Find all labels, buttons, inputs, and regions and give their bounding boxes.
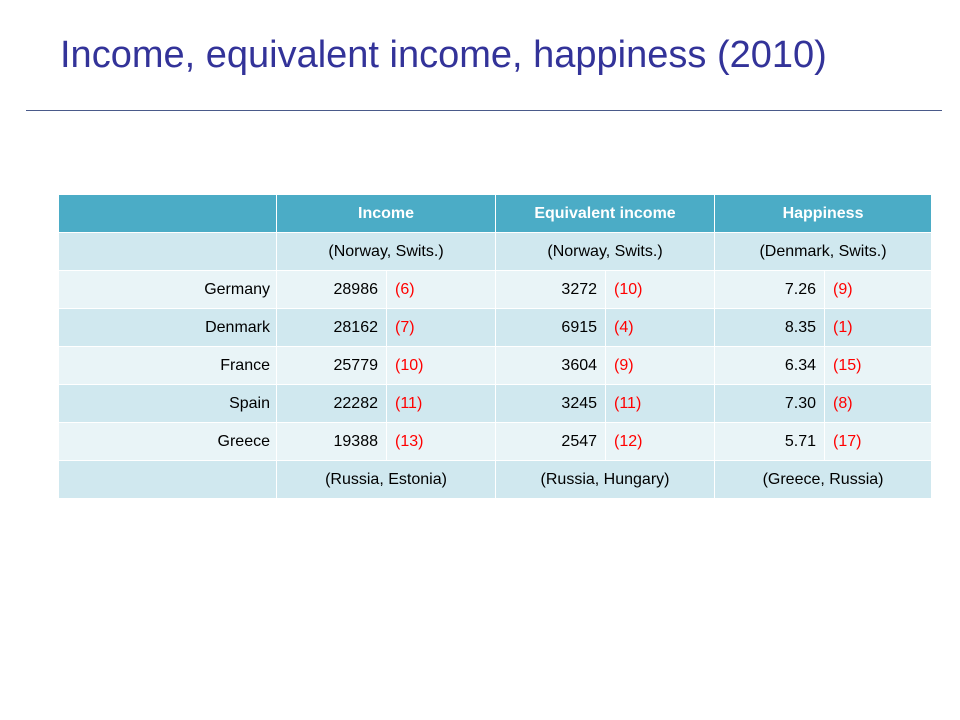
table-row	[59, 423, 932, 461]
income-rank: (7)	[387, 309, 496, 347]
income-rank: (13)	[387, 423, 496, 461]
equiv-income-rank: (10)	[606, 271, 715, 309]
happiness-value: 5.71	[715, 423, 825, 461]
income-value: 28162	[277, 309, 387, 347]
country-name: Denmark	[59, 309, 277, 347]
equiv-income-value: 3272	[496, 271, 606, 309]
table-row	[59, 385, 932, 423]
happiness-value: 6.34	[715, 347, 825, 385]
equiv-income-rank: (12)	[606, 423, 715, 461]
income-rank: (11)	[387, 385, 496, 423]
happiness-rank: (15)	[825, 347, 932, 385]
bottom-happiness-countries: (Greece, Russia)	[715, 461, 932, 499]
equiv-income-value: 6915	[496, 309, 606, 347]
header-equivalent-income: Equivalent income	[496, 195, 715, 233]
country-name: Germany	[59, 271, 277, 309]
top-countries-row	[59, 233, 932, 271]
header-income: Income	[277, 195, 496, 233]
bottom-countries-row	[59, 461, 932, 499]
country-name: France	[59, 347, 277, 385]
happiness-rank: (1)	[825, 309, 932, 347]
income-value: 28986	[277, 271, 387, 309]
equiv-income-rank: (9)	[606, 347, 715, 385]
income-value: 19388	[277, 423, 387, 461]
country-name: Spain	[59, 385, 277, 423]
equiv-income-rank: (4)	[606, 309, 715, 347]
happiness-value: 8.35	[715, 309, 825, 347]
bottom-row-label	[59, 461, 277, 499]
top-income-countries: (Norway, Swits.)	[277, 233, 496, 271]
income-rank: (10)	[387, 347, 496, 385]
income-rank: (6)	[387, 271, 496, 309]
bottom-equiv-countries: (Russia, Hungary)	[496, 461, 715, 499]
equiv-income-value: 2547	[496, 423, 606, 461]
happiness-rank: (8)	[825, 385, 932, 423]
happiness-rank: (9)	[825, 271, 932, 309]
table-row	[59, 309, 932, 347]
equiv-income-value: 3604	[496, 347, 606, 385]
happiness-rank: (17)	[825, 423, 932, 461]
top-row-label	[59, 233, 277, 271]
header-empty-cell	[59, 195, 277, 233]
table-row	[59, 347, 932, 385]
title-divider	[26, 110, 942, 111]
page-title: Income, equivalent income, happiness (2010)	[60, 34, 827, 76]
happiness-value: 7.26	[715, 271, 825, 309]
equiv-income-value: 3245	[496, 385, 606, 423]
country-name: Greece	[59, 423, 277, 461]
table-row	[59, 271, 932, 309]
data-table	[58, 194, 932, 499]
income-value: 25779	[277, 347, 387, 385]
equiv-income-rank: (11)	[606, 385, 715, 423]
top-equiv-countries: (Norway, Swits.)	[496, 233, 715, 271]
header-row	[59, 195, 932, 233]
happiness-value: 7.30	[715, 385, 825, 423]
bottom-income-countries: (Russia, Estonia)	[277, 461, 496, 499]
income-value: 22282	[277, 385, 387, 423]
header-happiness: Happiness	[715, 195, 932, 233]
top-happiness-countries: (Denmark, Swits.)	[715, 233, 932, 271]
